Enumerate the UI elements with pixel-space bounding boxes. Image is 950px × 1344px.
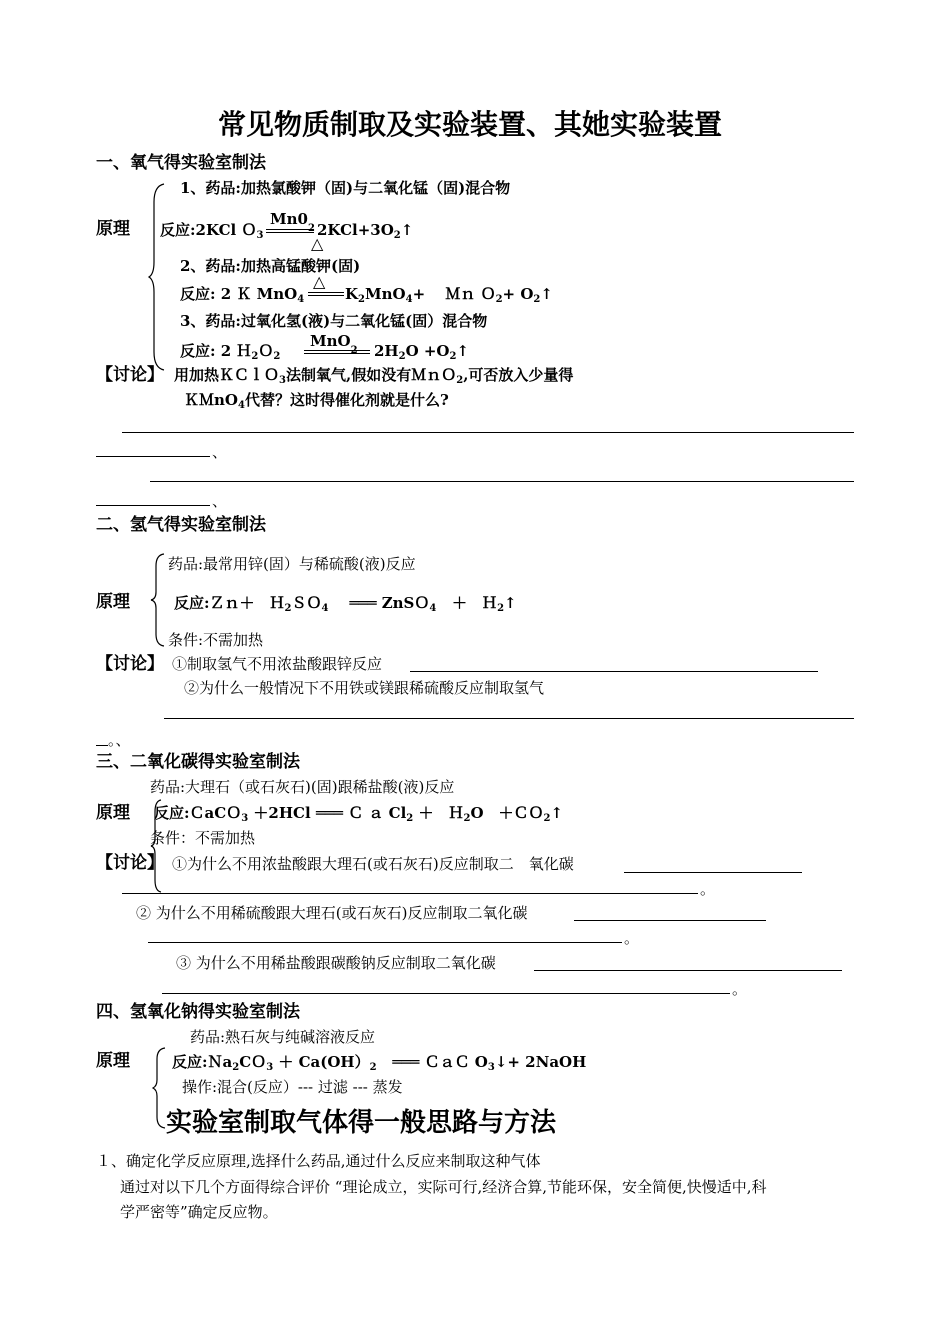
s2-eq-c: ＋ Ｈ (452, 594, 498, 612)
section-4-principle-label: 原理 (96, 1051, 130, 1071)
eq3-product-2: O +O (405, 342, 450, 360)
s4-eq-a-sub: 2 (232, 1062, 240, 1073)
section-1-discuss-line-1 (174, 368, 573, 386)
s4-eq-c-sub: 3 (487, 1062, 495, 1073)
section-4-eq (172, 1055, 586, 1073)
section-3-blank-2 (574, 920, 766, 921)
section-3-principle-label: 原理 (96, 803, 130, 823)
section-3-blank-1b-period: 。 (700, 880, 716, 898)
section-2-heading: 二、氢气得实验室制法 (96, 515, 266, 535)
section-3-blank-3b (162, 993, 730, 994)
eq3-equals-bottom (304, 353, 370, 354)
discuss-2a-sub: 4 (237, 400, 245, 411)
section-2-item-3: 条件:不需加热 (168, 631, 264, 649)
section-1-brace (148, 182, 168, 372)
section-5-paragraph-1: １、确定化学反应原理,选择什么药品,通过什么反应来制取这种气体 (96, 1152, 541, 1170)
section-1-eq2-products (345, 287, 553, 305)
s3-eq-d-sub: 2 (543, 813, 551, 824)
eq3-product-1-sub: 2 (398, 351, 406, 362)
eq2-product-1: K (345, 285, 359, 303)
page-title: 常见物质制取及实验装置、其她实验装置 (218, 108, 723, 141)
section-1-item-1: 1、药品:加热氯酸钾（固)与二氧化锰（固)混合物 (180, 179, 511, 197)
s3-eq-a-sub: 3 (241, 813, 249, 824)
discuss-1c: ,可否放入少量得 (463, 366, 574, 384)
section-3-eq (154, 806, 563, 824)
section-1-eq3 (180, 344, 280, 362)
discuss-1b: 法制氧气,假如没有ＭｎＯ (285, 366, 457, 384)
section-2-item-1: 药品:最常用锌(固）与稀硫酸(液)反应 (168, 555, 416, 573)
section-1-eq3-products (374, 344, 469, 362)
eq1-equals-top (266, 229, 314, 230)
section-3-heading: 三、二氧化碳得实验室制法 (96, 752, 300, 772)
section-1-eq1 (160, 223, 263, 241)
section-2-blank-2-end (96, 745, 108, 746)
s3-eq-d: O ＋ＣＯ (470, 804, 544, 822)
section-2-brace (150, 552, 168, 648)
eq2-product-2-sub: 2 (495, 294, 503, 305)
discuss-1a: 用加热ＫＣｌＯ (174, 366, 280, 384)
s4-eq-a2-sub: 3 (266, 1062, 274, 1073)
section-3-blank-1 (624, 872, 802, 873)
eq1-left-sub: 3 (256, 230, 264, 241)
section-2-question-1: ①制取氢气不用浓盐酸跟锌反应 (172, 655, 383, 673)
section-3-discuss-label: 【讨论】 (96, 853, 164, 873)
s4-eq-c: ═══ ＣａＣ O (392, 1053, 488, 1071)
section-1-item-3: 3、药品:过氧化氢(液)与二氧化锰(固）混合物 (180, 312, 488, 330)
section-3-blank-3b-period: 。 (732, 980, 748, 998)
answer-blank-2-end (96, 505, 210, 506)
s2-eq-b-sub: 4 (429, 603, 437, 614)
eq2-product-3: + O (502, 285, 534, 303)
section-3-question-1: ①为什么不用浓盐酸跟大理石(或石灰石)反应制取二 氧化碳 (172, 855, 574, 873)
eq2-equals-bottom (308, 295, 344, 296)
section-2-discuss-label: 【讨论】 (96, 654, 164, 674)
eq2-product-1b: MnO (365, 285, 406, 303)
answer-blank-2 (150, 481, 854, 482)
heat-triangle-1: △ (311, 234, 324, 253)
s2-eq-arrow: ↑ (504, 594, 517, 612)
eq2-equals-top (308, 292, 344, 293)
section-3-blank-1b (122, 893, 698, 894)
s2-eq-a: 反应:Ｚｎ＋ Ｈ (174, 594, 285, 612)
section-4-item-3: 操作:混合(反应）--- 过滤 --- 蒸发 (182, 1078, 403, 1096)
section-4-heading: 四、氢氧化钠得实验室制法 (96, 1002, 300, 1022)
eq2-product-1b-sub: 4 (405, 294, 413, 305)
s2-eq-a2-sub: 4 (321, 603, 329, 614)
section-1-discuss-label: 【讨论】 (96, 365, 164, 385)
eq3-catalyst-sub: 2 (350, 345, 358, 356)
s4-eq-a2: CＯ (239, 1053, 267, 1071)
section-3-item-1: 药品:大理石（或石灰石)(固)跟稀盐酸(液)反应 (150, 778, 455, 796)
s2-eq-a2: ＳＯ (291, 594, 322, 612)
eq3-left-sub-2: 2 (273, 351, 281, 362)
eq1-equals-bottom (266, 232, 314, 233)
section-3-blank-3 (534, 970, 842, 971)
section-2-blank-1 (410, 671, 818, 672)
section-3-blank-2b (148, 942, 622, 943)
discuss-1a-sub: 3 (279, 375, 286, 386)
s3-eq-b: ＋2HCl ═══ Ｃ ａ Cl (253, 804, 407, 822)
section-3-question-3: ③ 为什么不用稀盐酸跟碳酸钠反应制取二氧化碳 (176, 954, 496, 972)
eq2-arrow: ↑ (540, 285, 553, 303)
eq3-catalyst: MnO (310, 332, 351, 350)
eq1-product-sub: 2 (393, 230, 401, 241)
eq1-product: 2KCl+3O (317, 221, 394, 239)
s3-eq-b-sub: 2 (406, 813, 414, 824)
eq2-product-2: + Ｍｎ Ｏ (412, 285, 496, 303)
s4-eq-b-sub: 2 (369, 1062, 377, 1073)
eq2-left: 反应: 2 Ｋ MnO (180, 285, 298, 303)
eq2-left-sub: 4 (297, 294, 305, 305)
discuss-1b-sub: 2 (456, 375, 464, 386)
answer-blank-2-mark: 、 (212, 492, 228, 510)
eq2-product-3-sub: 2 (533, 294, 541, 305)
eq1-arrow: ↑ (400, 221, 414, 239)
eq3-product-1: 2H (374, 342, 399, 360)
section-1-heading: 一、氧气得实验室制法 (96, 153, 266, 173)
section-1-eq1-product (317, 223, 413, 241)
s2-eq-b: ═══ ZnSＯ (349, 594, 430, 612)
s3-eq-c: ＋ Ｈ (418, 804, 464, 822)
s3-eq-c-sub: 2 (463, 813, 471, 824)
s4-eq-a: 反应:Ｎa (172, 1053, 233, 1071)
section-1-eq1-catalyst (270, 210, 315, 234)
section-2-blank-2 (164, 718, 854, 719)
s4-eq-d: ↓+ 2NaOH (494, 1053, 587, 1071)
discuss-2b: 代替？这时得催化剂就是什么? (244, 391, 449, 409)
section-1-eq2 (180, 287, 304, 305)
section-3-question-2: ② 为什么不用稀硫酸跟大理石(或石灰石)反应制取二氧化碳 (136, 904, 528, 922)
heat-triangle-2: △ (313, 272, 326, 291)
s4-eq-b: ＋ Ca(OH） (278, 1053, 370, 1071)
section-2-eq (174, 596, 517, 614)
section-2-question-2: ②为什么一般情况下不用铁或镁跟稀硫酸反应制取氢气 (184, 679, 545, 697)
answer-blank-1-end (96, 456, 210, 457)
answer-blank-1-mark: 、 (212, 443, 228, 461)
eq3-left-2: Ｏ (258, 342, 274, 360)
section-1-principle-label: 原理 (96, 219, 130, 239)
eq1-catalyst: Mn0 (270, 210, 308, 228)
section-4-item-1: 药品:熟石灰与纯碱溶液反应 (190, 1028, 376, 1046)
section-2-principle-label: 原理 (96, 592, 130, 612)
eq2-product-1-sub: 2 (358, 294, 366, 305)
section-2-blank-2-mark: 。、 (108, 731, 131, 749)
eq1-left: 反应:2KCl Ｏ (160, 221, 257, 239)
eq3-arrow: ↑ (456, 342, 470, 360)
s2-eq-a-sub: 2 (284, 603, 292, 614)
discuss-2a: ＫＭnO (184, 391, 238, 409)
eq3-product-2-sub: 2 (449, 351, 457, 362)
section-1-item-2: 2、药品:加热高锰酸钾(固) (180, 257, 361, 275)
eq1-catalyst-sub: 2 (307, 223, 315, 234)
s3-eq-a: 反应:ＣaCＯ (154, 804, 242, 822)
section-1-eq3-catalyst (310, 332, 358, 356)
section-5-paragraph-3: 学严密等”确定反应物。 (120, 1203, 278, 1221)
section-1-discuss-line-2 (184, 393, 449, 411)
eq3-equals-top (304, 350, 370, 351)
eq3-left: 反应: 2 Ｈ (180, 342, 252, 360)
section-5-heading: 实验室制取气体得一般思路与方法 (166, 1108, 557, 1138)
s2-eq-c-sub: 2 (497, 603, 505, 614)
section-3-item-3: 条件：不需加热 (150, 829, 256, 847)
section-5-paragraph-2: 通过对以下几个方面得综合评价 “理论成立，实际可行,经济合算,节能环保，安全简便,快慢适中,科 (120, 1178, 767, 1196)
section-3-blank-2b-period: 。 (624, 929, 640, 947)
s3-eq-arrow: ↑ (550, 804, 564, 822)
eq3-left-sub-1: 2 (251, 351, 259, 362)
answer-blank-1 (122, 432, 854, 433)
